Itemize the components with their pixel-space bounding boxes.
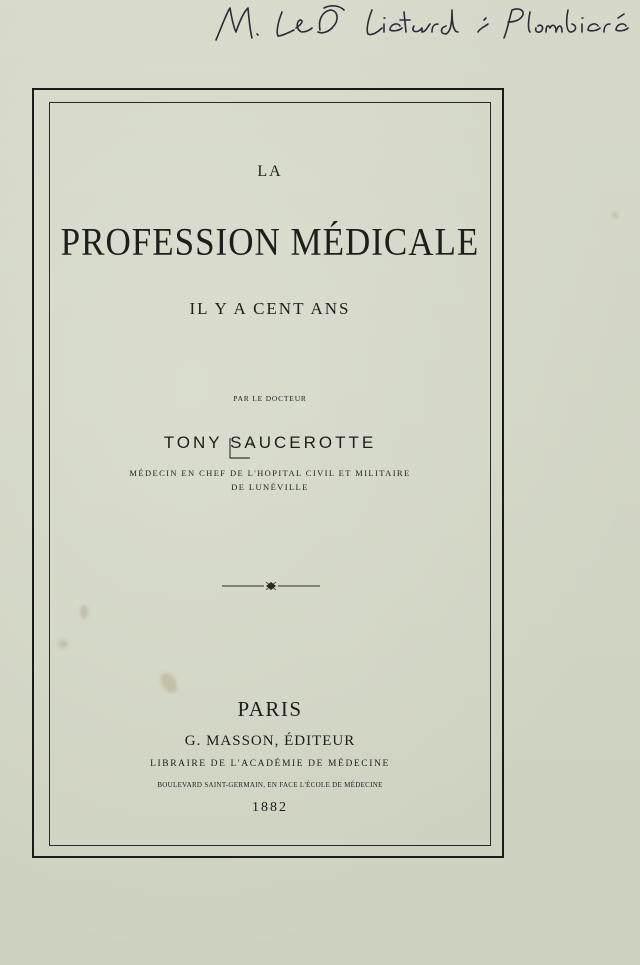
handwritten-inscription — [212, 2, 632, 46]
by-line: PAR LE DOCTEUR — [233, 394, 307, 403]
book-title: PROFESSION MÉDICALE — [60, 219, 480, 264]
book-subtitle: IL Y A CENT ANS — [189, 299, 351, 318]
author-role-line-2: DE LUNÉVILLE — [231, 482, 309, 492]
title-article: LA — [257, 163, 283, 180]
publisher-address: BOULEVARD SAINT-GERMAIN, EN FACE L'ÉCOLE DE MÉDECINE — [157, 781, 383, 789]
publication-city: PARIS — [237, 697, 303, 721]
publisher-role: LIBRAIRE DE L'ACADÉMIE DE MÉDECINE — [150, 759, 390, 769]
publication-year: 1882 — [252, 800, 288, 815]
ornamental-rule-icon — [222, 580, 320, 592]
author-name: TONY SAUCEROTTE — [163, 433, 377, 452]
author-role-line-1: MÉDECIN EN CHEF DE L'HOPITAL CIVIL ET MILITAIRE — [129, 468, 411, 478]
foxing-stain — [612, 212, 618, 218]
publisher-name: G. MASSON, ÉDITEUR — [184, 733, 356, 749]
inscription-handwriting — [212, 2, 632, 46]
